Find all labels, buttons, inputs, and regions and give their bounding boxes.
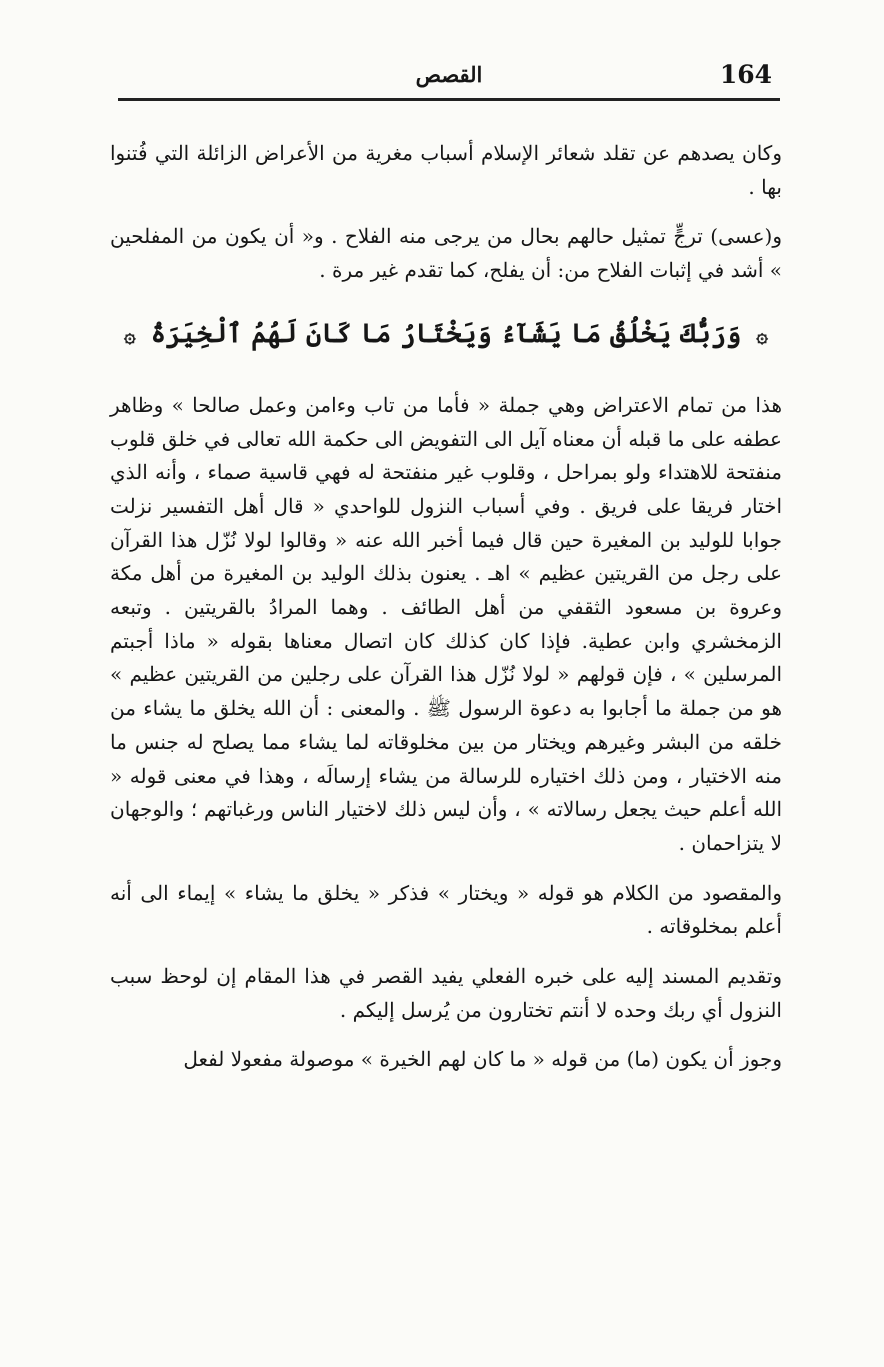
quran-verse — [110, 314, 782, 355]
paragraph: والمقصود من الكلام هو قوله « ويختار » فذكر « يخلق ما يشاء » إيماء الى أنه أعلم بمخلوقاته . — [110, 880, 782, 939]
chapter-title: القصص — [415, 62, 483, 87]
paragraph: هذا من تمام الاعتراض وهي جملة « فأما من تاب وءامن وعمل صالحا » وظاهر عطفه على ما قبله أن معناه آيل الى التفويض الى حكمة الله تعالى في خلق قلوب منفتحة للاهتداء ولو بمراحل ، وقلوب غير منفتحة له فهي قاسية صماء ، وأنه الذي اختار فريقا على فريق . وفي أسباب النزول للواحدي « قال أهل التفسير نزلت جوابا للوليد بن المغيرة حين قال فيما أخبر الله عنه « وقالوا لولا نُزّل هذا القرآن على رجل من القريتين عظيم » اهـ . يعنون بذلك الوليد بن المغيرة من أهل مكة وعروة بن مسعود الثقفي من أهل الطائف . وهما المرادُ بالقريتين . وتبعه الزمخشري وابن عطية. فإذا كان كذلك كان اتصال معناها بقوله « ماذا أجبتم المرسلين » ، فإن قولهم « لولا نُزّل هذا القرآن على رجلين من القريتين عظيم » هو من جملة ما أجابوا به دعوة الرسول ﷺ . والمعنى : أن الله يخلق ما يشاء من خلقه من البشر وغيرهم ويختار من بين مخلوقاته لما يشاء مما يصلح له جنس ما منه الاختيار ، ومن ذلك اختياره للرسالة من يشاء إرسالَه ، وهذا في معنى قوله « الله أعلم حيث يجعل رسالاته » ، وأن ليس ذلك لاختيار الناس ورغباتهم ؛ والوجهان لا يتزاحمان . — [110, 392, 782, 855]
paragraph: وتقديم المسند إليه على خبره الفعلي يفيد القصر في هذا المقام إن لوحظ سبب النزول أي ربك وحده لا أنتم تختارون من يُرسل إليكم . — [110, 964, 782, 1022]
page-header — [118, 58, 780, 94]
paragraph: وكان يصدهم عن تقلد شعائر الإسلام أسباب مغرية من الأعراض الزائلة التي فُتنوا بها . — [110, 141, 782, 199]
header-rule — [118, 98, 780, 101]
verse-ornament-icon: ۞ — [124, 322, 136, 347]
page-number: 164 — [719, 60, 772, 89]
verse-ornament-icon: ۞ — [756, 322, 768, 347]
paragraph: وجوز أن يكون (ما) من قوله « ما كان لهم الخيرة » موصولة مفعولا لفعل — [183, 1047, 782, 1072]
main-text — [110, 137, 782, 1077]
verse-text: وَرَبُّكَ يَخْلُقُ مَا يَشَآءُ وَيَخْتَارُ مَا كَانَ لَهُمُ ٱلْخِيَرَةُ — [150, 318, 742, 349]
paragraph: و(عسى) ترجٍّ تمثيل حالهم بحال من يرجى منه الفلاح . و« أن يكون من المفلحين » أشد في إثبات الفلاح من: أن يفلح، كما تقدم غير مرة . — [110, 224, 782, 283]
